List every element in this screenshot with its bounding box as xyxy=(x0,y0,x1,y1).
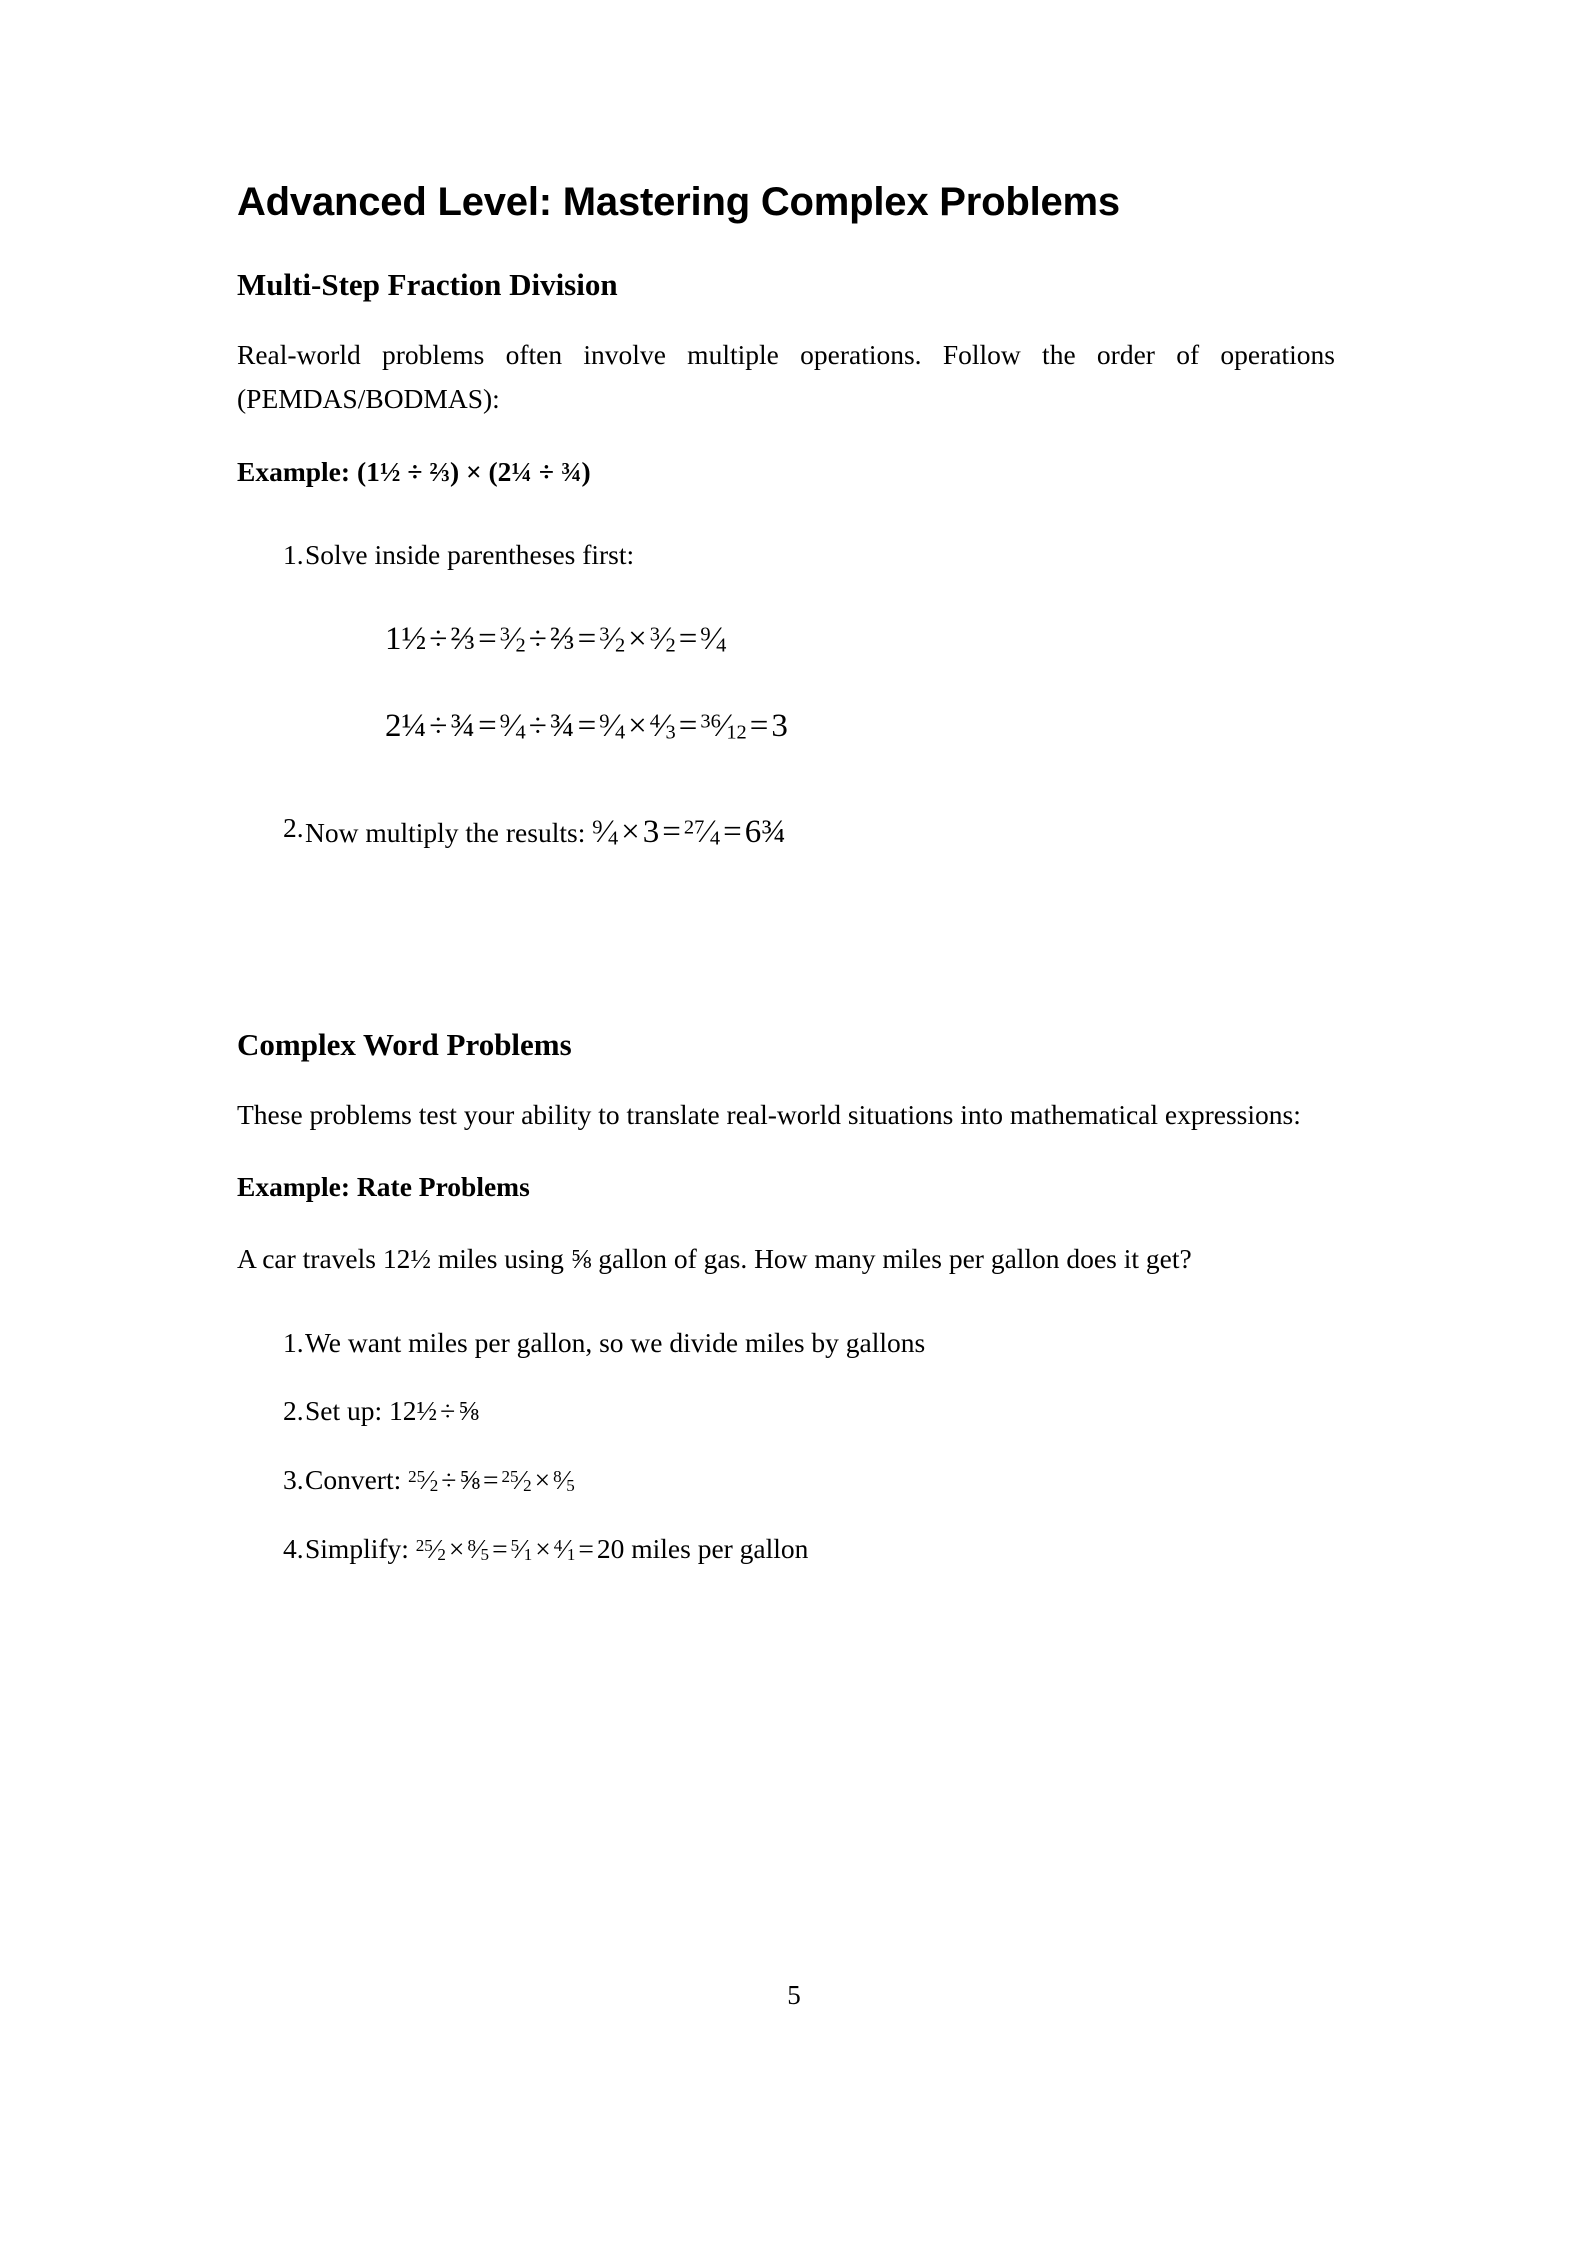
step-list-rate-problem xyxy=(237,1322,1335,1571)
fraction-one-quarter: ¼ xyxy=(401,707,427,744)
spacer xyxy=(237,305,1335,333)
number-three: 3 xyxy=(642,813,660,850)
answer-units: miles per gallon xyxy=(624,1532,809,1564)
fraction-five-eighths: ⅝ xyxy=(459,1464,480,1496)
fraction-one-half: ½ xyxy=(410,1243,431,1275)
list-item-label: Solve inside parentheses first: xyxy=(305,538,635,570)
page-content xyxy=(237,0,1335,1570)
fraction-one-half: ½ xyxy=(401,621,427,658)
fraction-five-eighths: ⅝ xyxy=(570,1243,592,1275)
paragraph-problem-statement xyxy=(237,1237,1335,1282)
problem-text-b: miles using xyxy=(430,1243,571,1275)
spacer xyxy=(237,1282,1335,1322)
operator-equals: = xyxy=(749,707,769,744)
fraction-nine-fourths: $^9$⁄4 xyxy=(592,813,619,850)
fraction-four-thirds: $^4$⁄3 xyxy=(649,707,676,744)
list-item-number: 1. xyxy=(283,1326,304,1358)
s2-intro-line-2: expressions: xyxy=(1164,1098,1301,1130)
list-item xyxy=(237,534,1335,577)
step-list-fraction-division-2 xyxy=(237,807,1335,858)
fraction-three-quarters: ¾ xyxy=(549,707,575,744)
spacer xyxy=(237,494,1335,534)
fraction-five-over-one: $^5$⁄1 xyxy=(510,1532,533,1564)
operator-divide: ÷ xyxy=(441,1464,457,1496)
problem-text-c: gallon of gas. How many miles per gallon does it get? xyxy=(591,1243,1192,1275)
list-item xyxy=(237,1390,1335,1433)
operator-times: × xyxy=(621,813,640,850)
spacer xyxy=(237,1209,1335,1237)
step-list-fraction-division xyxy=(237,534,1335,577)
fraction-twentyseven-fourths: $^{27}$⁄4 xyxy=(683,813,721,850)
example-label: Example: xyxy=(237,455,351,487)
spacer xyxy=(237,576,1335,616)
fraction-twentyfive-halves: $^{25}$⁄2 xyxy=(415,1532,446,1564)
list-item-number: 2. xyxy=(283,811,304,843)
list-item-number: 1. xyxy=(283,538,304,570)
operator-equals: = xyxy=(678,707,698,744)
problem-text-a: A car travels 12 xyxy=(237,1243,411,1275)
operator-divide: ÷ xyxy=(528,707,547,744)
fraction-nine-fourths: $^9$⁄4 xyxy=(599,707,626,744)
operator-equals: = xyxy=(577,707,597,744)
operator-equals: = xyxy=(492,1532,508,1564)
spacer xyxy=(237,422,1335,450)
fraction-three-halves: $^3$⁄2 xyxy=(599,621,626,658)
answer-value: 20 xyxy=(596,1532,625,1564)
fraction-two-thirds: ⅔ xyxy=(549,621,575,658)
fraction-eight-fifths: $^8$⁄5 xyxy=(467,1532,490,1564)
fraction-two-thirds: ⅔ xyxy=(450,621,476,658)
list-item-label: Now multiply the results: xyxy=(305,816,586,848)
fraction-twentyfive-halves: $^{25}$⁄2 xyxy=(408,1464,439,1496)
math-inline-convert xyxy=(408,1464,575,1495)
operator-divide: ÷ xyxy=(528,621,547,658)
paragraph-intro-word-problems xyxy=(237,1093,1335,1138)
list-item xyxy=(237,1322,1335,1365)
fraction-four-over-one: $^4$⁄1 xyxy=(553,1532,576,1564)
operator-times: × xyxy=(628,621,647,658)
operator-equals: = xyxy=(578,1532,594,1564)
operator-divide: ÷ xyxy=(440,1395,456,1427)
fraction-twentyfive-halves: $^{25}$⁄2 xyxy=(501,1464,532,1496)
math-inline-simplify xyxy=(416,1533,809,1564)
operator-equals: = xyxy=(662,813,681,850)
paragraph-intro-fraction-division xyxy=(237,333,1335,422)
fraction-nine-fourths: $^9$⁄4 xyxy=(700,621,727,658)
operator-equals: = xyxy=(478,707,497,744)
spacer xyxy=(237,1065,1335,1093)
operator-times: × xyxy=(535,1532,551,1564)
list-item-number: 4. xyxy=(283,1532,304,1564)
number-six: 6 xyxy=(744,813,762,850)
list-item-label: We want miles per gallon, so we divide miles by gallons xyxy=(305,1326,926,1358)
math-display-line-2: 2¼÷¾= $^9$⁄4÷¾= $^9$⁄4× $^4$⁄3= $^{36}$⁄12=3 xyxy=(385,707,788,744)
spacer-section-break xyxy=(237,858,1335,1026)
page-number: 5 xyxy=(787,1980,801,2010)
result-three: 3 xyxy=(771,707,788,744)
list-item-number: 3. xyxy=(283,1464,304,1496)
s2-intro-line-1: These problems test your ability to translate real-world situations into mathematical xyxy=(237,1098,1159,1130)
heading-complex-word-problems: Complex Word Problems xyxy=(237,1026,572,1062)
list-item-number: 2. xyxy=(283,1395,304,1427)
heading-example-rate-problems: Example: Rate Problems xyxy=(237,1171,530,1203)
intro-line-2: (PEMDAS/BODMAS): xyxy=(237,383,500,415)
math-inline-setup: 12½ ÷ ⅝ xyxy=(389,1395,479,1427)
list-item-label: Set up: xyxy=(305,1395,383,1427)
fraction-one-half: ½ xyxy=(416,1395,438,1427)
operator-equals: = xyxy=(478,621,497,658)
operator-divide: ÷ xyxy=(429,707,448,744)
fraction-three-halves: $^3$⁄2 xyxy=(499,621,526,658)
operator-times: × xyxy=(534,1464,551,1496)
fraction-thirtysix-twelfths: $^{36}$⁄12 xyxy=(700,707,747,744)
example-expression-heading xyxy=(237,450,1335,494)
operator-equals: = xyxy=(577,621,597,658)
list-item xyxy=(237,1459,1335,1502)
operator-equals: = xyxy=(482,1464,499,1496)
operator-times: × xyxy=(628,707,647,744)
example-expression: (1½ ÷ ⅔) × (2¼ ÷ ¾) xyxy=(356,455,591,487)
operator-equals: = xyxy=(678,621,698,658)
fraction-five-eighths: ⅝ xyxy=(458,1395,479,1427)
fraction-nine-fourths: $^9$⁄4 xyxy=(499,707,526,744)
operator-equals: = xyxy=(723,813,742,850)
operator-divide: ÷ xyxy=(429,621,448,658)
spacer xyxy=(237,1137,1335,1165)
heading-multi-step-fraction-division: Multi-Step Fraction Division xyxy=(237,267,618,302)
fraction-three-quarters: ¾ xyxy=(450,707,476,744)
list-item xyxy=(237,807,1335,858)
fraction-eight-fifths: $^8$⁄5 xyxy=(553,1464,575,1496)
intro-line-1: Real-world problems often involve multiple operations. Follow the order of operations xyxy=(237,338,1335,370)
operator-times: × xyxy=(448,1532,465,1564)
spacer xyxy=(237,749,1335,807)
fraction-three-halves: $^3$⁄2 xyxy=(649,621,676,658)
list-item-label: Simplify: xyxy=(305,1532,409,1564)
math-display-line-1: 1½÷⅔= $^3$⁄2÷⅔= $^3$⁄2× $^3$⁄2= $^9$⁄4 xyxy=(385,621,727,658)
spacer xyxy=(237,663,1335,703)
page-title: Advanced Level: Mastering Complex Problems xyxy=(237,180,1120,224)
math-inline-step2 xyxy=(592,814,786,850)
fraction-three-quarters: ¾ xyxy=(761,813,786,850)
list-item xyxy=(237,1528,1335,1571)
list-item-label: Convert: xyxy=(305,1464,402,1496)
spacer xyxy=(237,226,1335,266)
